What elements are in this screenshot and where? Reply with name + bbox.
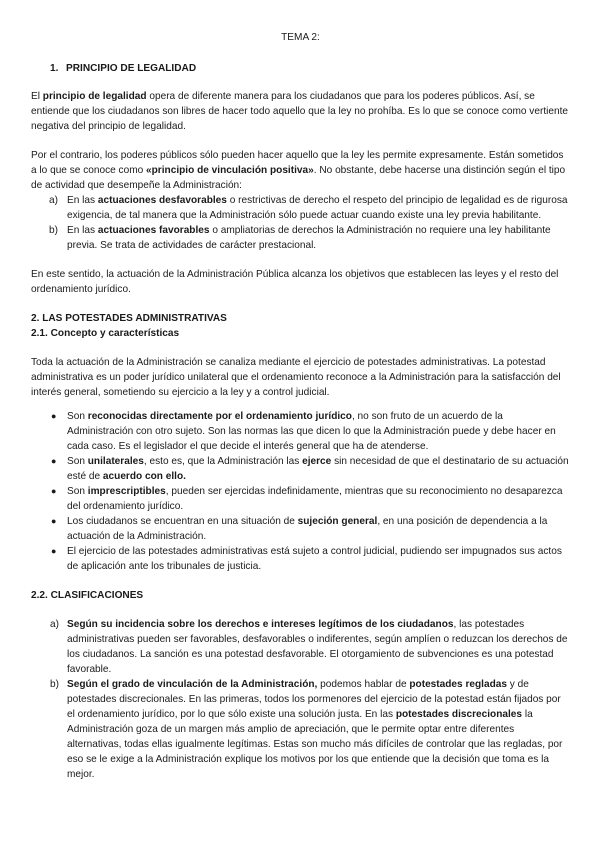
- bold-run: actuaciones desfavorables: [97, 195, 227, 206]
- bold-run: imprescriptibles: [87, 486, 166, 497]
- section-1-title: PRINCIPIO DE LEGALIDAD: [66, 63, 197, 74]
- section-2-1-heading: 2.1. Concepto y características: [31, 328, 180, 339]
- characteristics-list: [31, 409, 570, 574]
- text-run: opera de diferente manera para los ciudadanos que para los poderes públicos. Así, se entiende que los ciudadanos son libres de hacer todo aquello que la ley no prohíba. Es lo que se conoce como vertiente negativa del principio de legalidad.: [31, 91, 569, 132]
- section-2-heading: 2. LAS POTESTADES ADMINISTRATIVAS: [31, 313, 227, 324]
- text-run: , no son fruto de un acuerdo de la Administración con otro sujeto. Son las normas las que dicen lo que la Administración puede y debe hacer en cada caso. Es el legislador el que decide el interés general que ha de atenderse.: [67, 411, 556, 452]
- list-item: [31, 514, 570, 544]
- list-item: [31, 223, 570, 253]
- text-run: Son: [67, 456, 88, 467]
- text-run: Los ciudadanos se encuentran en una situación de: [67, 516, 298, 527]
- bullet-icon: ●: [51, 456, 57, 466]
- section-1-paragraph-1: [31, 89, 570, 134]
- text-run: o ampliatorias de derechos la Administración no requiere una ley habilitante previa. Se trata de actividades de carácter prestacional.: [67, 225, 551, 251]
- section-1-paragraph-3: En este sentido, la actuación de la Administración Pública alcanza los objetivos que establecen las leyes y el resto del ordenamiento jurídico.: [31, 269, 559, 295]
- section-1-heading: [50, 61, 570, 76]
- bold-run: unilaterales: [87, 456, 144, 467]
- bullet-icon: ●: [51, 411, 57, 421]
- bold-run: ejerce: [302, 456, 332, 467]
- text-run: podemos hablar de: [317, 679, 410, 690]
- document-title: TEMA 2:: [281, 32, 320, 43]
- list-item: [31, 409, 570, 454]
- section-1-number: 1.: [50, 63, 59, 74]
- text-run: , esto es, que la Administración las: [143, 456, 303, 467]
- bold-run: reconocidas directamente por el ordenamiento jurídico: [87, 411, 352, 422]
- list-item: [31, 617, 570, 677]
- list-item: [31, 454, 570, 484]
- text-run: Son: [67, 486, 88, 497]
- text-run: sin necesidad de que el destinatario de su actuación esté de: [67, 456, 569, 482]
- text-run: , pueden ser ejercidas indefinidamente, mientras que su reconocimiento no desaparezca del ordenamiento jurídico.: [67, 486, 563, 512]
- text-run: El: [31, 91, 43, 102]
- text-run: Son: [67, 411, 88, 422]
- text-run: Por el contrario, los poderes públicos sólo pueden hacer aquello que la ley les permite expresamente. Están sometidos a lo que se conoce como: [31, 150, 564, 176]
- bullet-icon: ●: [51, 546, 57, 556]
- bold-run: actuaciones favorables: [97, 225, 210, 236]
- section-1-list: [31, 193, 570, 253]
- section-1-paragraph-2: [31, 148, 570, 193]
- text-run: , en una posición de dependencia a la actuación de la Administración.: [67, 516, 548, 542]
- list-marker: a): [50, 619, 59, 630]
- text-run: En las: [67, 225, 98, 236]
- list-marker: b): [49, 225, 58, 236]
- text-run: , las potestades administrativas pueden ser favorables, desfavorables o indiferentes, según amplíen o reduzcan los derechos de los ciudadanos. La sanción es una potestad desfavorable. El otorgamiento de subvenciones es una potestad favorable.: [67, 619, 568, 675]
- bold-run: principio de legalidad: [42, 91, 147, 102]
- list-item: [31, 193, 570, 223]
- text-run: En las: [67, 195, 98, 206]
- list-marker: a): [49, 195, 58, 206]
- text-run: El ejercicio de las potestades administrativas está sujeto a control judicial, pudiendo ser impugnados sus actos de aplicación ante los tribunales de justicia.: [67, 546, 562, 572]
- bold-run: Según su incidencia sobre los derechos e intereses legítimos de los ciudadanos: [67, 619, 454, 630]
- list-marker: b): [50, 679, 59, 690]
- bullet-icon: ●: [51, 516, 57, 526]
- bold-run: «principio de vinculación positiva»: [146, 165, 314, 176]
- bold-run: potestades discrecionales: [395, 709, 523, 720]
- list-item: [31, 544, 570, 574]
- text-run: . No obstante, debe hacerse una distinción según el tipo de actividad que desempeñe la Administración:: [31, 165, 566, 191]
- bold-run: Según el grado de vinculación de la Administración,: [67, 679, 318, 690]
- list-item: [31, 484, 570, 514]
- bold-run: sujeción general: [297, 516, 378, 527]
- text-run: la Administración goza de un margen más amplio de apreciación, que le permite optar entre diferentes alternativas, todas ellas igualmente legítimas. Estas son mucho más difíciles de controlar que las regladas, por eso se le exige a la Administración explique los motivos por los que entiende que la decisión que toma es la mejor.: [67, 709, 563, 780]
- section-2-paragraph-1: Toda la actuación de la Administración se canaliza mediante el ejercicio de potestades administrativas. La potestad administrativa es un poder jurídico unilateral que el ordenamiento reconoce a la Administración para la satisfacción del interés general, sometiendo su ejercicio a la ley y a control judicial.: [31, 357, 561, 398]
- text-run: o restrictivas de derecho el respeto del principio de legalidad es de rigurosa exigencia, de tal manera que la Administración sólo puede actuar cuando existe una ley previa habilitante.: [67, 195, 568, 221]
- list-item: [31, 677, 570, 782]
- bold-run: potestades regladas: [409, 679, 507, 690]
- classifications-list: [31, 617, 570, 782]
- bullet-icon: ●: [51, 486, 57, 496]
- text-run: y de potestades discrecionales. En las primeras, todos los pormenores del ejercicio de la potestad están fijados por el ordenamiento jurídico, por lo que sólo existe una solución justa. En las: [67, 679, 561, 720]
- bold-run: acuerdo con ello.: [102, 471, 186, 482]
- section-2-2-heading: 2.2. CLASIFICACIONES: [31, 590, 144, 601]
